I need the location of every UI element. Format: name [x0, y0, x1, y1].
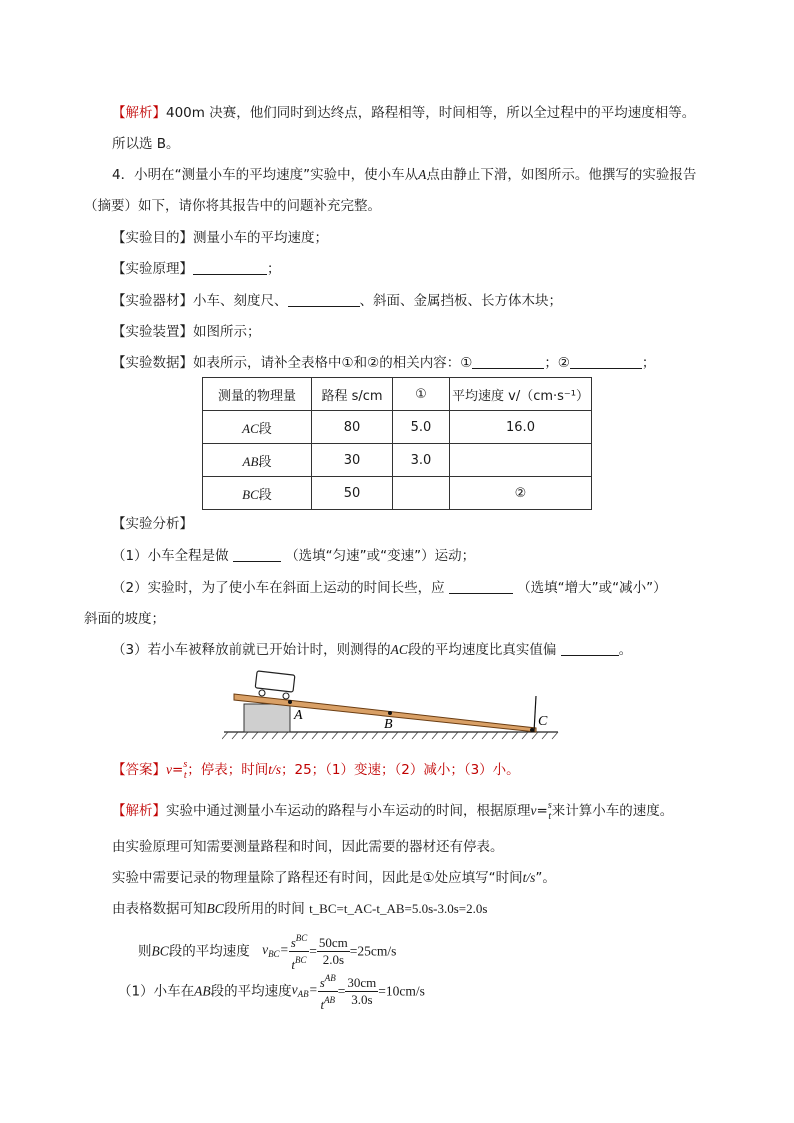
analysis-1-line	[112, 103, 695, 123]
answer-v: v	[166, 762, 172, 777]
cell-time: 3.0	[393, 444, 450, 477]
cart	[255, 671, 295, 699]
q3-end: 。	[618, 642, 633, 658]
analysis-2-line-2: 由实验原理可知需要测量路程和时间，因此需要的器材还有停表。	[112, 839, 504, 855]
cell-speed: 16.0	[450, 411, 592, 444]
ground-hatching	[222, 732, 558, 739]
cell-distance: 50	[312, 477, 393, 510]
analysis-2-line-1: 【解析】实验中通过测量小车运动的路程与小车运动的时间，根据原理v= s t 来计算小车的速度。	[112, 800, 674, 822]
q2-blank[interactable]	[449, 579, 513, 594]
question-intro-line-1	[112, 165, 696, 185]
data-blank-1[interactable]	[472, 354, 544, 369]
analysis-2-text: 实验中通过测量小车运动的路程与小车运动的时间，根据原理	[166, 803, 531, 819]
row-label	[203, 444, 312, 477]
analysis-text: 400m 决赛，他们同时到达终点，路程相等，时间相等，所以全过程中的平均速度相等。	[166, 105, 696, 121]
bc-distance: 50cm	[318, 935, 348, 950]
analysis-2-text-end: 来计算小车的速度。	[551, 803, 674, 819]
answer-text-2: ；25；（1）变速；（2）减小；（3）小。	[280, 762, 520, 778]
segment-name: BC	[242, 486, 259, 502]
data-blank-2[interactable]	[570, 354, 642, 369]
principle-blank[interactable]	[193, 260, 267, 275]
ab-result: =10cm/s	[378, 983, 425, 999]
question-intro-rest: 点由静止下滑，如图所示。他撰写的实验报告	[426, 167, 697, 183]
header-blank-1: ①	[393, 378, 450, 411]
data-label: 【实验数据】如表所示，请补全表格中①和②的相关内容：①	[112, 355, 473, 371]
metal-baffle	[534, 696, 536, 732]
table-row	[203, 477, 592, 510]
line6-text-2: 段的平均速度	[210, 983, 292, 1000]
cell-time: 5.0	[393, 411, 450, 444]
ab-distance: 30cm	[347, 975, 377, 990]
analysis-2-tag: 【解析】	[112, 803, 166, 819]
principle-label: 【实验原理】	[112, 261, 193, 277]
line6-segment: AB	[194, 983, 211, 999]
q1-options: （选填“匀速”或“变速”）运动；	[285, 548, 476, 564]
cell-speed[interactable]: ②	[450, 477, 592, 510]
table-row	[203, 444, 592, 477]
equipment-blank[interactable]	[288, 292, 360, 307]
analysis-tag: 【解析】	[112, 105, 166, 121]
header-quantity: 测量的物理量	[203, 378, 312, 411]
cell-speed[interactable]	[450, 444, 592, 477]
question-intro-line-2: （摘要）如下，请你将其报告中的问题补充完整。	[84, 198, 381, 214]
fraction-denominator: t	[183, 770, 187, 781]
q3-text: （3）若小车被释放前就已开始计时，则测得的	[112, 642, 391, 658]
experiment-principle	[112, 259, 281, 279]
bc-result: =25cm/s	[349, 943, 397, 959]
bc-formula-fraction: $\frac{s^{BC}}{t^{BC}}$	[289, 930, 310, 973]
bc-time: 2.0s	[322, 952, 344, 967]
line4-text-2: 段所用的时间	[223, 901, 305, 917]
answer-line	[112, 759, 520, 785]
label-b: B	[384, 717, 393, 732]
analysis-2-line-3	[112, 868, 556, 888]
point-a-mark	[288, 700, 292, 704]
fraction-numerator: s	[183, 759, 188, 770]
q3-blank[interactable]	[561, 641, 619, 656]
experiment-purpose: 【实验目的】测量小车的平均速度；	[112, 230, 328, 246]
segment-suffix: 段	[258, 487, 272, 503]
segment-suffix: 段	[258, 421, 272, 437]
ab-time: 3.0s	[351, 992, 373, 1007]
equipment-rest: 、斜面、金属挡板、长方体木块；	[359, 293, 562, 309]
point-b-mark	[388, 711, 392, 715]
header-speed: 平均速度 v/（cm·s⁻¹）	[450, 378, 592, 411]
fraction-denominator: t	[548, 811, 552, 822]
line5-text: 则	[138, 943, 152, 960]
point-a-label: A	[418, 167, 427, 182]
experiment-data	[112, 353, 655, 373]
line4-segment: BC	[206, 901, 224, 916]
line4-equation: t_BC=t_AC-t_AB=5.0s-3.0s=2.0s	[309, 901, 488, 916]
row-label	[203, 477, 312, 510]
analysis-2-line-5: 则BC段的平均速度 $v_{BC}=$ $\frac{s^{BC}}{t^{BC}}$ = $\frac{50cm}{2.0s}$ =25cm/s	[138, 930, 396, 966]
incline-figure	[222, 668, 562, 746]
table-header-row	[203, 378, 592, 411]
q3-text-rest: 段的平均速度比真实值偏	[407, 642, 557, 658]
line3-text: 实验中需要记录的物理量除了路程还有时间，因此是①处应填写“时间	[112, 870, 523, 886]
data-table	[202, 377, 592, 510]
segment-name: AC	[242, 420, 259, 436]
q3-segment: AC	[390, 642, 408, 657]
q1-blank[interactable]	[233, 547, 281, 562]
principle-end: ；	[267, 261, 281, 277]
analysis-1-conclusion: 所以选 B。	[112, 136, 180, 152]
line6-text: （1）小车在	[118, 983, 195, 1000]
line5-text-2: 段的平均速度	[168, 943, 250, 960]
cell-distance: 30	[312, 444, 393, 477]
question-intro-text: 4．小明在“测量小车的平均速度”实验中，使小车从	[112, 167, 419, 183]
analysis-q2	[112, 578, 667, 598]
analysis-q2-end: 斜面的坡度；	[84, 611, 165, 627]
fraction-numerator: s	[547, 800, 552, 811]
label-c: C	[538, 714, 548, 729]
data-separator: ；②	[544, 355, 570, 371]
line3-unit: t/s	[522, 870, 536, 885]
analysis-title: 【实验分析】	[112, 516, 193, 532]
answer-time-unit: t/s	[268, 762, 281, 777]
cell-distance: 80	[312, 411, 393, 444]
cell-time[interactable]	[393, 477, 450, 510]
analysis-2-line-6: （1）小车在AB段的平均速度$v_{AB}=$ $\frac{s^{AB}}{t^{AB}}$ = $\frac{30cm}{3.0s}$ =10cm/s	[118, 970, 425, 1006]
bc-value-fraction	[317, 935, 350, 968]
point-c-mark	[530, 728, 534, 732]
q2-options: （选填“增大”或“减小”）	[517, 580, 667, 596]
row-label	[203, 411, 312, 444]
q2-text: （2）实验时，为了使小车在斜面上运动的时间长些，应	[112, 580, 445, 596]
segment-suffix: 段	[258, 454, 272, 470]
data-end: ；	[641, 355, 656, 371]
answer-tag: 【答案】	[112, 762, 166, 778]
experiment-setup: 【实验装置】如图所示；	[112, 324, 261, 340]
header-distance: 路程 s/cm	[312, 378, 393, 411]
wooden-block	[244, 704, 290, 732]
equipment-label: 【实验器材】小车、刻度尺、	[112, 293, 288, 309]
line5-segment: BC	[151, 943, 169, 959]
table-row	[203, 411, 592, 444]
ab-value-fraction	[345, 975, 378, 1008]
experiment-equipment	[112, 291, 562, 311]
analysis-2-line-4	[112, 899, 487, 919]
analysis-q1	[112, 546, 475, 566]
line3-end: ”。	[535, 870, 556, 886]
answer-text: ；停表；时间	[187, 762, 269, 778]
ab-formula-fraction: $\frac{s^{AB}}{t^{AB}}$	[318, 970, 338, 1013]
segment-name: AB	[242, 453, 259, 469]
analysis-q3	[112, 640, 632, 660]
q1-text: （1）小车全程是做	[112, 548, 229, 564]
label-a: A	[294, 708, 303, 723]
answer-eq: =	[172, 762, 184, 778]
line4-text: 由表格数据可知	[112, 901, 207, 917]
